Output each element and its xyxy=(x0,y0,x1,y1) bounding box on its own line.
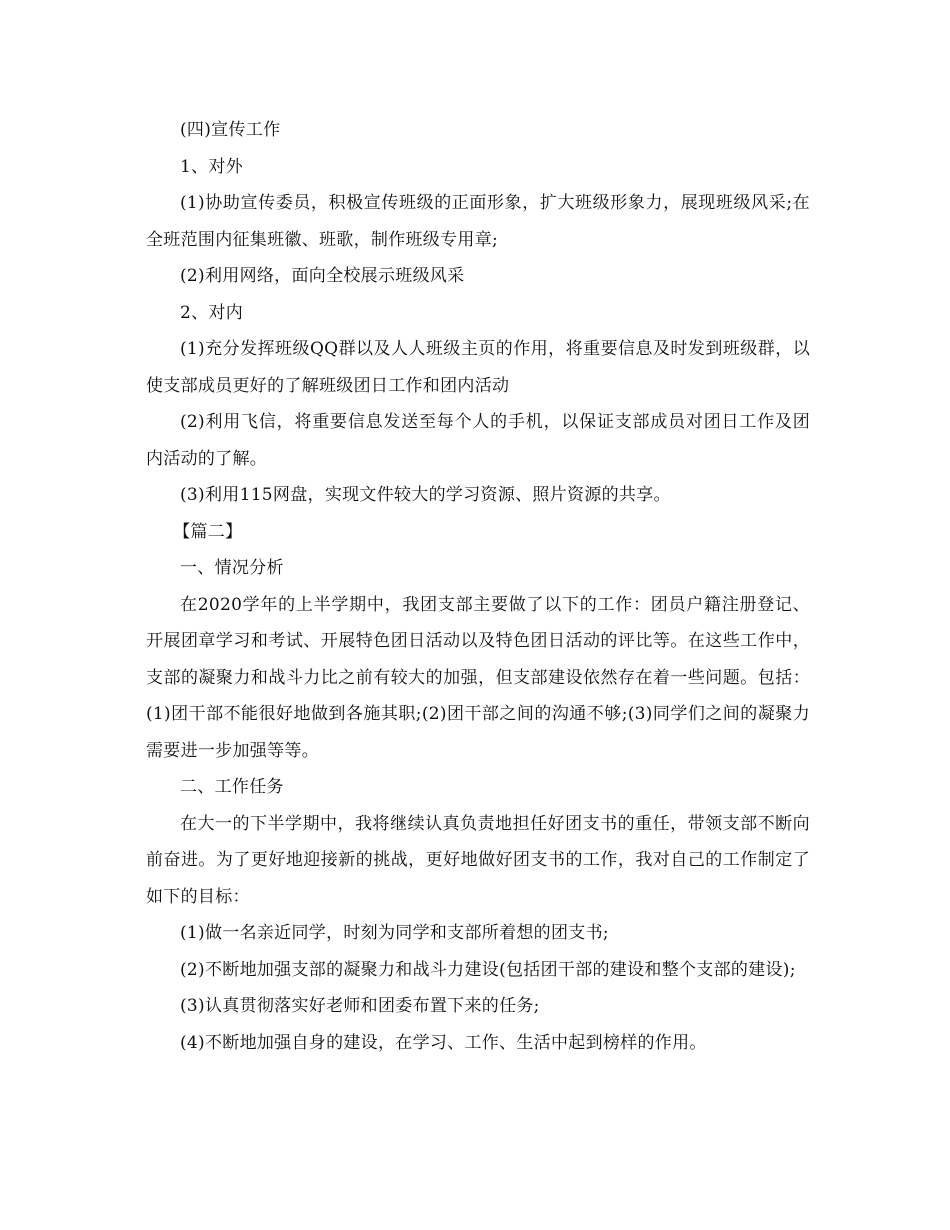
subheading-internal: 2、对内 xyxy=(180,302,244,323)
task-item-4: (4)不断地加强自身的建设，在学习、工作、生活中起到榜样的作用。 xyxy=(180,1032,707,1053)
paragraph-external-2: (2)利用网络，面向全校展示班级风采 xyxy=(180,266,465,286)
paragraph-tasks-intro: 在大一的下半学期中，我将继续认真负责地担任好团支书的重任，带领支部不断向前奋进。为了更好地迎接新的挑战，更好地做好团支书的工作，我对自己的工作制定了如下的目标： xyxy=(146,813,810,907)
paragraph-analysis: 在2020学年的上半学期中，我团支部主要做了以下的工作：团员户籍注册登记、开展团章学习和考试、开展特色团日活动以及特色团日活动的评比等。在这些工作中，支部的凝聚力和战斗力比之前有较大的加强，但支部建设依然存在着一些问题。包括：(1)团干部不能很好地做到各施其职;(2)团干部之间的沟通不够;(3)同学们之间的凝聚力需要进一步加强等等。 xyxy=(146,594,810,761)
document-body xyxy=(146,112,810,1061)
task-item-3: (3)认真贯彻落实好老师和团委布置下来的任务; xyxy=(180,996,540,1016)
section-heading-analysis: 一、情况分析 xyxy=(180,558,284,578)
paragraph-internal-1: (1)充分发挥班级QQ群以及人人班级主页的作用，将重要信息及时发到班级群，以使支部成员更好的了解班级团日工作和团内活动 xyxy=(146,339,810,396)
part-two-heading: 【篇二】 xyxy=(173,521,243,542)
paragraph-external-1: (1)协助宣传委员，积极宣传班级的正面形象，扩大班级形象力，展现班级风采;在全班范围内征集班徽、班歌，制作班级专用章; xyxy=(146,193,810,250)
section-heading-tasks: 二、工作任务 xyxy=(180,777,284,797)
subheading-external: 1、对外 xyxy=(180,156,244,177)
task-item-1: (1)做一名亲近同学，时刻为同学和支部所着想的团支书; xyxy=(180,923,609,943)
paragraph-internal-3: (3)利用115网盘，实现文件较大的学习资源、照片资源的共享。 xyxy=(180,485,671,505)
task-item-2: (2)不断地加强支部的凝聚力和战斗力建设(包括团干部的建设和整个支部的建设); xyxy=(180,959,796,980)
section-heading-publicity: (四)宣传工作 xyxy=(180,120,281,140)
paragraph-internal-2: (2)利用飞信，将重要信息发送至每个人的手机，以保证支部成员对团日工作及团内活动的了解。 xyxy=(146,412,810,469)
